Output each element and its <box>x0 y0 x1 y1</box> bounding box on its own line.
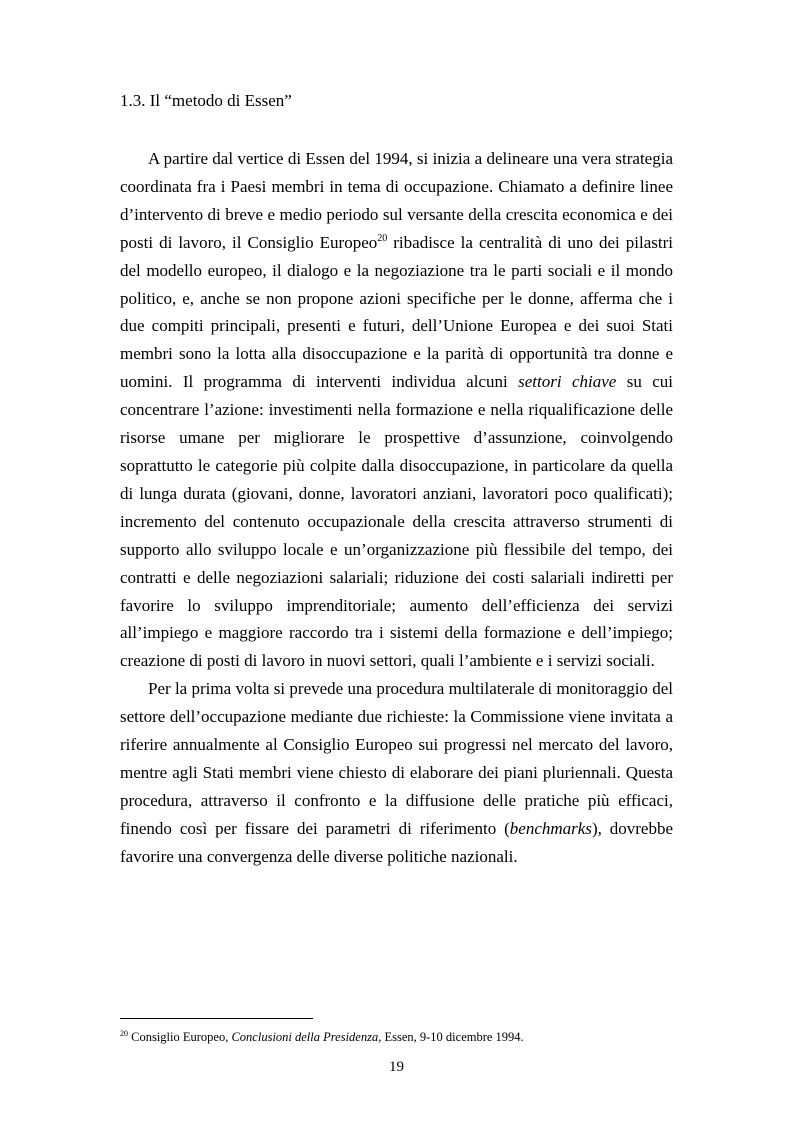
paragraph1-text-2: ribadisce la centralità di uno dei pilastri del modello europeo, il dialogo e la negoziazione tra le parti sociali e il mondo politico, e, anche se non propone azioni specifiche per le donne, afferma che i due compiti principali, presenti e futuri, dell’Unione Europea e dei suoi Stati membri sono la lotta alla disoccupazione e la parità di opportunità tra donne e uomini. Il programma di interventi individua alcuni <box>120 232 673 392</box>
paragraph-essen-summit <box>120 145 673 675</box>
paragraph1-emphasis: settori chiave <box>518 372 617 392</box>
footnote-text-before: Consiglio Europeo, <box>128 1030 232 1044</box>
paragraph2-text-1: Per la prima volta si prevede una procedura multilaterale di monitoraggio del settore dell’occupazione mediante due richieste: la Commissione viene invitata a riferire annualmente al Consiglio Europeo sui progressi nel mercato del lavoro, mentre agli Stati membri viene chiesto di elaborare dei piani pluriennali. Questa procedura, attraverso il confronto e la diffusione delle pratiche più efficaci, finendo così per fissare dei parametri di riferimento ( <box>120 679 673 838</box>
footnote <box>120 1029 680 1045</box>
footnote-reference: 20 <box>377 232 388 244</box>
paragraph2-emphasis: benchmarks <box>509 818 592 838</box>
footnote-text-after: , Essen, 9-10 dicembre 1994. <box>378 1030 524 1044</box>
paragraph1-text-3: su cui concentrare l’azione: investimenti nella formazione e nella riqualificazione delle risorse umane per migliorare le prospettive d’assunzione, coinvolgendo soprattutto le categorie più colpite dalla disoccupazione, in particolare da quella di lunga durata (giovani, donne, lavoratori anziani, lavoratori poco qualificati); incremento del contenuto occupazionale della crescita attraverso strumenti di supporto allo sviluppo locale e un’organizzazione più flessibile del tempo, dei contratti e delle negoziazioni salariali; riduzione dei costi salariali indiretti per favorire lo sviluppo imprenditoriale; aumento dell’efficienza dei servizi all’impiego e maggiore raccordo tra i sistemi della formazione e dell’impiego; creazione di posti di lavoro in nuovi settori, quali l’ambiente e i servizi sociali. <box>120 372 673 671</box>
section-heading: 1.3. Il “metodo di Essen” <box>120 91 292 110</box>
paragraph2-text-2: ), dovrebbe favorire una convergenza delle diverse politiche nazionali. <box>120 818 673 866</box>
footnote-title: Conclusioni della Presidenza <box>231 1030 379 1044</box>
paragraph1-text-1: A partire dal vertice di Essen del 1994, si inizia a delineare una vera strategia coordinata fra i Paesi membri in tema di occupazione. Chiamato a definire linee d’intervento di breve e medio periodo sul versante della crescita economica e dei posti di lavoro, il Consiglio Europeo <box>120 149 673 252</box>
footnote-divider <box>120 1018 313 1019</box>
page-number: 19 <box>389 1059 404 1075</box>
paragraph-monitoring-procedure <box>120 675 673 870</box>
footnote-number: 20 <box>120 1029 128 1038</box>
body-text <box>120 145 673 871</box>
